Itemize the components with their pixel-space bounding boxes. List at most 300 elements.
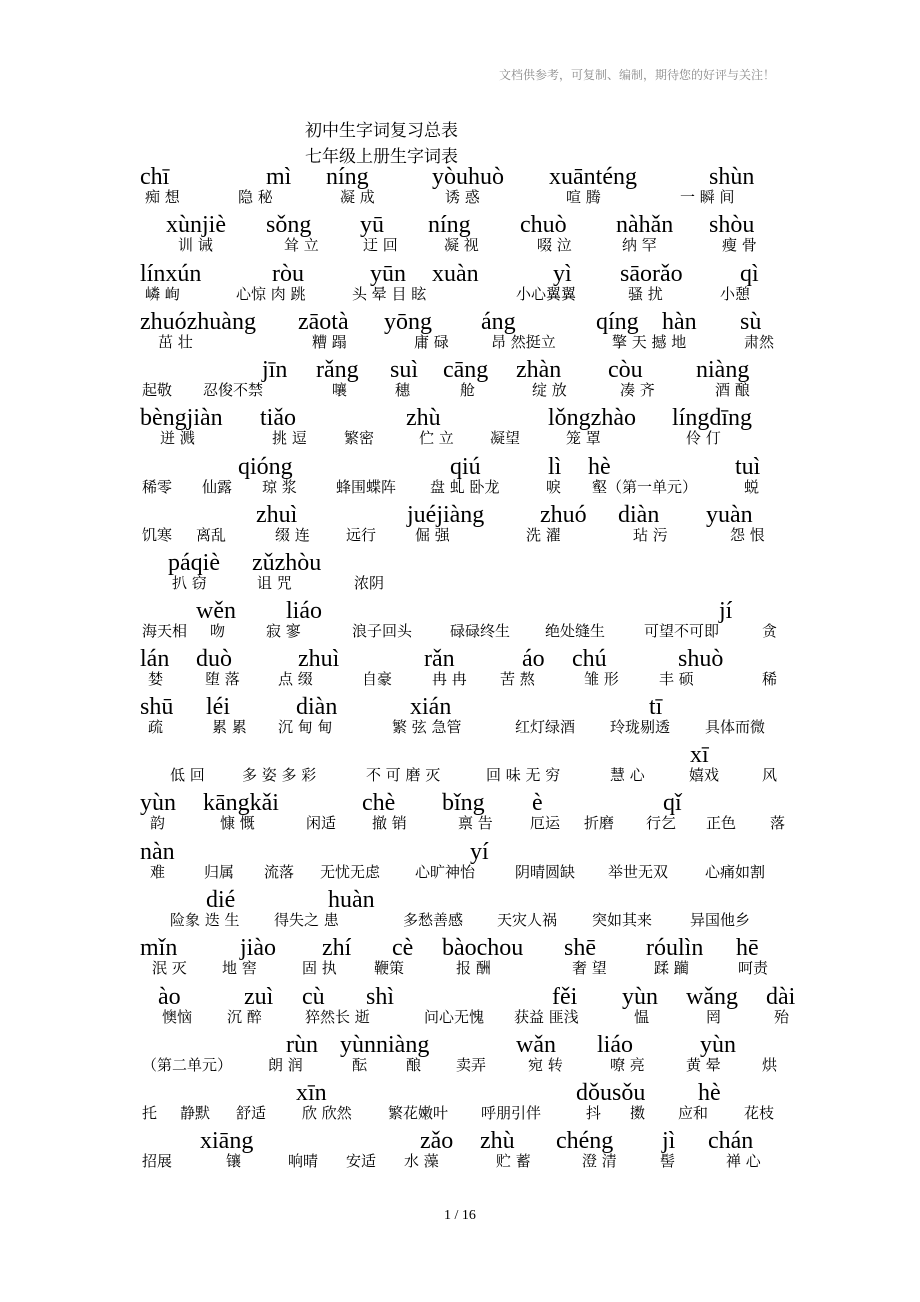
word-line [0, 887, 920, 935]
pinyin: yūn [370, 261, 406, 287]
word: 迸 溅 [160, 429, 195, 447]
pinyin: xián [410, 694, 452, 720]
pinyin: lán [140, 646, 170, 672]
word: 呼朋引伴 [481, 1104, 542, 1122]
page-title: 初中生字词复习总表 [305, 121, 458, 141]
vocab-row [0, 502, 920, 550]
word: 繁花嫩叶 [388, 1104, 449, 1122]
pinyin: yùn [140, 790, 176, 816]
word-line [0, 502, 920, 550]
word: 流落 [264, 863, 295, 881]
word: 嚷 [332, 381, 348, 399]
word: 擞 [630, 1104, 646, 1122]
vocab-row [0, 309, 920, 357]
word: 唳 [546, 478, 562, 496]
word: 呵责 [738, 959, 769, 977]
pinyin: yùnniàng [340, 1032, 430, 1058]
word: 舒适 [236, 1104, 267, 1122]
word: 一 瞬 间 [680, 188, 735, 206]
word: 蜕 [744, 478, 760, 496]
word: 纳 罕 [622, 236, 657, 254]
pinyin: zhù [406, 405, 441, 431]
word-line [0, 212, 920, 260]
word: 落 [770, 814, 786, 832]
pinyin: zǎo [420, 1128, 454, 1154]
word: 澄 清 [582, 1152, 617, 1170]
pinyin: yí [470, 839, 489, 865]
word: 贮 蓄 [496, 1152, 531, 1170]
word: 绝处缝生 [545, 622, 606, 640]
pinyin: dài [766, 984, 796, 1010]
pinyin: niàng [696, 357, 750, 383]
word: 耸 立 [284, 236, 319, 254]
pinyin: ào [158, 984, 181, 1010]
word: 殆 [774, 1008, 790, 1026]
word: 报 酬 [456, 959, 491, 977]
vocab-row [0, 646, 920, 694]
word: 贪 [762, 622, 778, 640]
word: 慷 慨 [220, 814, 255, 832]
pinyin: yùn [622, 984, 658, 1010]
pinyin: bǐng [442, 790, 485, 816]
pinyin: zhuó [540, 502, 587, 528]
pinyin: liáo [286, 598, 322, 624]
vocab-row [0, 984, 920, 1032]
word-line [0, 984, 920, 1032]
word: 肃然 [744, 333, 775, 351]
vocab-row [0, 454, 920, 502]
word: 难 [150, 863, 166, 881]
word: 猝然长 逝 [305, 1008, 370, 1026]
word: 禀 告 [458, 814, 493, 832]
pinyin: jì [662, 1128, 676, 1154]
word: 雏 形 [584, 670, 619, 688]
pinyin: è [532, 790, 543, 816]
word: 正色 [706, 814, 737, 832]
word: 舱 [460, 381, 476, 399]
word: 可望不可即 [644, 622, 720, 640]
word: 糟 蹋 [312, 333, 347, 351]
pinyin: bèngjiàn [140, 405, 223, 431]
pinyin: dié [206, 887, 236, 913]
vocab-row [0, 550, 920, 598]
vocab-row [0, 839, 920, 887]
word: 行乞 [646, 814, 677, 832]
pinyin: dǒusǒu [576, 1080, 646, 1106]
pinyin: yòuhuò [432, 164, 504, 190]
word: 凑 齐 [620, 381, 655, 399]
word-line [0, 454, 920, 502]
pinyin: yū [360, 212, 384, 238]
vocab-row [0, 742, 920, 790]
word: 嬉戏 [689, 766, 720, 784]
word: 头 晕 目 眩 [352, 285, 427, 303]
pinyin: diàn [618, 502, 660, 528]
word: 静默 [180, 1104, 211, 1122]
word: 缀 连 [275, 526, 310, 544]
word: 瘦 骨 [722, 236, 757, 254]
word: 浪子回头 [352, 622, 413, 640]
pinyin: duò [196, 646, 232, 672]
word-line [0, 357, 920, 405]
word: 盘 虬 卧龙 [430, 478, 500, 496]
word: （第二单元） [142, 1056, 233, 1074]
word: 绽 放 [532, 381, 567, 399]
word: 诅 咒 [257, 574, 292, 592]
word: 无忧无虑 [320, 863, 381, 881]
word: 卖弄 [456, 1056, 487, 1074]
word: 愠 [634, 1008, 650, 1026]
pinyin: níng [326, 164, 369, 190]
vocab-row [0, 1080, 920, 1128]
word: 酝 [352, 1056, 368, 1074]
word: 伫 立 [419, 429, 454, 447]
word: 忍俊不禁 [203, 381, 264, 399]
pinyin: xuānténg [549, 164, 637, 190]
pinyin: shū [140, 694, 174, 720]
pinyin: bàochou [442, 935, 524, 961]
word: 阴晴圆缺 [515, 863, 576, 881]
word: 心惊 肉 跳 [236, 285, 306, 303]
word: 固 执 [302, 959, 337, 977]
word: 不 可 磨 灭 [366, 766, 441, 784]
vocab-row [0, 1032, 920, 1080]
pinyin: xiāng [200, 1128, 254, 1154]
pinyin: shùn [709, 164, 755, 190]
pinyin: cè [392, 935, 414, 961]
pinyin: rùn [286, 1032, 318, 1058]
word: 小憩 [720, 285, 751, 303]
word: 诱 惑 [445, 188, 480, 206]
word: 迂 回 [363, 236, 398, 254]
word: 托 [142, 1104, 158, 1122]
vocab-row [0, 164, 920, 212]
pinyin: xuàn [432, 261, 479, 287]
pinyin: áng [481, 309, 516, 335]
pinyin: tiǎo [260, 405, 296, 431]
word-line [0, 550, 920, 598]
pinyin: mì [266, 164, 292, 190]
pinyin: lǒngzhào [548, 405, 636, 431]
word: 酿 [406, 1056, 422, 1074]
pinyin: liáo [597, 1032, 633, 1058]
word: 挑 逗 [272, 429, 307, 447]
word: 闲适 [306, 814, 337, 832]
word: 茁 壮 [158, 333, 193, 351]
pinyin: shì [366, 984, 395, 1010]
word: 天灾人祸 [497, 911, 558, 929]
word-line [0, 935, 920, 983]
word: 洗 濯 [526, 526, 561, 544]
word: 累 累 [212, 718, 247, 736]
word: 稀 [762, 670, 778, 688]
word-line [0, 261, 920, 309]
pinyin: qióng [238, 454, 293, 480]
pinyin: nàn [140, 839, 175, 865]
vocab-row [0, 694, 920, 742]
pinyin: wǎn [516, 1032, 556, 1058]
pinyin: xùnjiè [166, 212, 226, 238]
word-line [0, 405, 920, 453]
word: 应和 [678, 1104, 709, 1122]
word-line [0, 694, 920, 742]
word: 抖 [586, 1104, 602, 1122]
word: 嶙 峋 [145, 285, 180, 303]
pinyin: tī [649, 694, 663, 720]
pinyin: diàn [296, 694, 338, 720]
word: 小心翼翼 [516, 285, 577, 303]
pinyin: suì [390, 357, 419, 383]
word: 啜 泣 [537, 236, 572, 254]
word: 获益 匪浅 [514, 1008, 579, 1026]
word: 海天相 [142, 622, 188, 640]
word: 离乱 [196, 526, 227, 544]
pinyin: hè [698, 1080, 721, 1106]
word: 寂 寥 [266, 622, 301, 640]
word: 凝 成 [340, 188, 375, 206]
pinyin: níng [428, 212, 471, 238]
pinyin: sāorǎo [620, 261, 683, 287]
word: 疏 [148, 718, 164, 736]
pinyin: xī [690, 742, 709, 768]
word: 沉 甸 甸 [278, 718, 333, 736]
pinyin: chuò [520, 212, 567, 238]
word: 慧 心 [610, 766, 645, 784]
word: 堕 落 [205, 670, 240, 688]
vocab-row [0, 261, 920, 309]
word: 举世无双 [608, 863, 669, 881]
word-line [0, 1128, 920, 1176]
word: 厄运 [530, 814, 561, 832]
word: 壑（第一单元） [592, 478, 698, 496]
word: 远行 [346, 526, 377, 544]
vocab-row [0, 357, 920, 405]
word: 回 味 无 穷 [486, 766, 561, 784]
pinyin: lì [548, 454, 562, 480]
pinyin: cù [302, 984, 325, 1010]
pinyin: wǎng [686, 984, 738, 1010]
word: 险象 迭 生 [170, 911, 240, 929]
pinyin: áo [522, 646, 545, 672]
word-line [0, 309, 920, 357]
pinyin: zuì [244, 984, 274, 1010]
page-subtitle: 七年级上册生字词表 [305, 147, 458, 167]
pinyin: língdīng [672, 405, 753, 431]
pinyin: páqiè [168, 550, 220, 576]
pinyin: chán [708, 1128, 754, 1154]
pinyin: hē [736, 935, 759, 961]
word-line [0, 164, 920, 212]
vocab-row [0, 212, 920, 260]
word-line [0, 1080, 920, 1128]
word: 穗 [395, 381, 411, 399]
word: 具体而微 [705, 718, 766, 736]
word: 低 回 [170, 766, 205, 784]
word: 起敬 [142, 381, 173, 399]
word: 倔 强 [415, 526, 450, 544]
word: 凝 视 [444, 236, 479, 254]
pinyin: jí [719, 598, 733, 624]
word: 苦 熬 [500, 670, 535, 688]
word: 浓阴 [354, 574, 385, 592]
word: 朗 润 [268, 1056, 303, 1074]
word: 髻 [660, 1152, 676, 1170]
word: 蜂围蝶阵 [336, 478, 397, 496]
word: 伶 仃 [686, 429, 721, 447]
pinyin: zhí [322, 935, 352, 961]
word: 烘 [762, 1056, 778, 1074]
pinyin: chī [140, 164, 170, 190]
word: 繁密 [344, 429, 375, 447]
word: 招展 [142, 1152, 173, 1170]
word: 得失之 患 [274, 911, 339, 929]
word: 怨 恨 [730, 526, 765, 544]
pinyin: zhuì [298, 646, 340, 672]
vocab-row [0, 887, 920, 935]
pinyin: zǔzhòu [252, 550, 322, 576]
word: 花枝 [744, 1104, 775, 1122]
word: 稀零 [142, 478, 173, 496]
word: 鞭策 [374, 959, 405, 977]
word: 归属 [204, 863, 235, 881]
pinyin: hàn [662, 309, 697, 335]
word-line [0, 790, 920, 838]
word: 碌碌终生 [450, 622, 511, 640]
word-line [0, 839, 920, 887]
word: 嘹 亮 [610, 1056, 645, 1074]
word: 痴 想 [145, 188, 180, 206]
pinyin: fěi [552, 984, 578, 1010]
word: 多愁善感 [403, 911, 464, 929]
word: 玷 污 [633, 526, 668, 544]
pinyin: zhàn [516, 357, 562, 383]
pinyin: yōng [384, 309, 432, 335]
pinyin: chéng [556, 1128, 614, 1154]
word: 泯 灭 [152, 959, 187, 977]
pinyin: chú [572, 646, 607, 672]
pinyin: shòu [709, 212, 755, 238]
word: 沉 醉 [227, 1008, 262, 1026]
word: 扒 窃 [172, 574, 207, 592]
word: 罔 [706, 1008, 722, 1026]
word: 突如其来 [592, 911, 653, 929]
word: 繁 弦 急管 [392, 718, 462, 736]
word: 琼 浆 [262, 478, 297, 496]
word: 多 姿 多 彩 [242, 766, 317, 784]
pinyin: còu [608, 357, 643, 383]
word: 宛 转 [528, 1056, 563, 1074]
word: 隐 秘 [238, 188, 273, 206]
pinyin: zhuì [256, 502, 298, 528]
vocab-row [0, 405, 920, 453]
pinyin: mǐn [140, 935, 178, 961]
word: 冉 冉 [432, 670, 467, 688]
vocab-row [0, 790, 920, 838]
pinyin: qíng [596, 309, 639, 335]
word: 安适 [346, 1152, 377, 1170]
pinyin: cāng [443, 357, 489, 383]
pinyin: qì [740, 261, 759, 287]
pinyin: zhuózhuàng [140, 309, 256, 335]
word: 水 藻 [404, 1152, 439, 1170]
word: 懊恼 [162, 1008, 193, 1026]
pinyin: rǎng [316, 357, 359, 383]
pinyin: xīn [296, 1080, 327, 1106]
word: 仙露 [202, 478, 233, 496]
word: 饥寒 [142, 526, 173, 544]
word: 训 诫 [178, 236, 213, 254]
word: 折磨 [584, 814, 615, 832]
word: 凝望 [490, 429, 521, 447]
word-line [0, 1032, 920, 1080]
pinyin: sǒng [266, 212, 312, 238]
word: 心痛如割 [705, 863, 766, 881]
word: 心旷神怡 [415, 863, 476, 881]
vocab-row [0, 598, 920, 646]
word: 异国他乡 [690, 911, 751, 929]
word: 红灯绿酒 [515, 718, 576, 736]
pinyin: hè [588, 454, 611, 480]
word: 奢 望 [572, 959, 607, 977]
word: 骚 扰 [628, 285, 663, 303]
word: 丰 硕 [659, 670, 694, 688]
word: 喧 腾 [566, 188, 601, 206]
pinyin: tuì [735, 454, 761, 480]
pinyin: rǎn [424, 646, 455, 672]
pinyin: ròu [272, 261, 304, 287]
pinyin: léi [206, 694, 230, 720]
pinyin: jīn [262, 357, 288, 383]
word: 风 [762, 766, 778, 784]
word: 庸 碌 [414, 333, 449, 351]
pinyin: juéjiàng [407, 502, 485, 528]
word: 吻 [210, 622, 226, 640]
pinyin: jiào [240, 935, 276, 961]
pinyin: qiú [450, 454, 481, 480]
pinyin: nàhǎn [616, 212, 674, 238]
pinyin: sù [740, 309, 762, 335]
pinyin: chè [362, 790, 396, 816]
word-line [0, 646, 920, 694]
pinyin: qǐ [663, 790, 682, 816]
word: 禅 心 [726, 1152, 761, 1170]
word: 欣 欣然 [302, 1104, 352, 1122]
pinyin: shē [564, 935, 596, 961]
vocab-row [0, 935, 920, 983]
word: 擎 天 撼 地 [612, 333, 687, 351]
word: 笼 罩 [566, 429, 601, 447]
pinyin: yuàn [706, 502, 753, 528]
pinyin: shuò [678, 646, 724, 672]
word: 响晴 [288, 1152, 319, 1170]
word: 玲珑剔透 [610, 718, 671, 736]
page-number: 1 / 16 [444, 1208, 476, 1223]
pinyin: zāotà [298, 309, 349, 335]
word: 点 缀 [278, 670, 313, 688]
word: 自豪 [362, 670, 393, 688]
pinyin: huàn [328, 887, 375, 913]
word: 地 窖 [222, 959, 257, 977]
word: 婪 [148, 670, 164, 688]
word-line [0, 742, 920, 790]
pinyin: róulìn [646, 935, 704, 961]
pinyin: yùn [700, 1032, 736, 1058]
word: 韵 [150, 814, 166, 832]
pinyin: wěn [196, 598, 236, 624]
word: 镶 [226, 1152, 242, 1170]
pinyin: yì [553, 261, 572, 287]
word: 酒 酿 [715, 381, 750, 399]
